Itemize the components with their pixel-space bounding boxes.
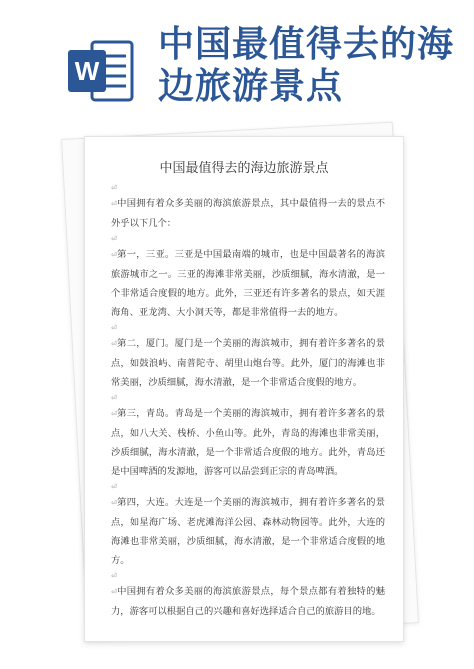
paragraph (111, 194, 385, 233)
paragraph-mark: ⏎ (111, 235, 117, 243)
paragraph-text: 中国拥有着众多美丽的海滨旅游景点，其中最值得一去的景点不外乎以下几个： (111, 198, 385, 229)
paragraph-mark: ⏎ (111, 588, 118, 596)
paragraph-mark: ⏎ (111, 324, 117, 332)
paragraph-text: 中国拥有着众多美丽的海滨旅游景点，每个景点都有着独特的魅力，游客可以根据自己的兴趣和喜好选择适合自己的旅游目的地。 (111, 586, 385, 617)
header (0, 0, 474, 110)
document-preview (64, 120, 410, 640)
paragraph-mark: ⏎ (111, 340, 118, 348)
paragraph-mark: ⏎ (111, 572, 117, 580)
paragraph-mark: ⏎ (111, 200, 118, 208)
document-page (84, 136, 404, 642)
paragraph-mark: ⏎ (111, 483, 117, 491)
page-headline: 中国最值得去的海边旅游景点 (158, 24, 455, 107)
paragraph (111, 245, 385, 322)
paragraph (111, 582, 385, 621)
document-body (85, 182, 403, 621)
paragraph-mark: ⏎ (111, 410, 118, 418)
logo-letter: W (74, 56, 100, 86)
paragraph-mark: ⏎ (111, 251, 118, 259)
paragraph-mark: ⏎ (111, 394, 117, 402)
paragraph-text: 第一，三亚。三亚是中国最南端的城市，也是中国最著名的海滨旅游城市之一。三亚的海滩非常美丽，沙质细腻，海水清澈，是一个非常适合度假的地方。此外，三亚还有许多著名的景点，如天涯海角、亚龙湾、大小洞天等，都是非常值得一去的地方。 (111, 249, 385, 318)
paragraph-mark: ⏎ (111, 184, 117, 192)
paragraph (111, 404, 385, 481)
paragraph-mark: ⏎ (111, 499, 118, 507)
paragraph-text: 第三，青岛。青岛是一个美丽的海滨城市，拥有着许多著名的景点，如八大关、栈桥、小鱼山等。此外，青岛的海滩也非常美丽，沙质细腻，海水清澈，是一个非常适合度假的地方。此外，青岛还是中国啤酒的发源地，游客可以品尝到正宗的青岛啤酒。 (111, 408, 385, 477)
paragraph-text: 第二，厦门。厦门是一个美丽的海滨城市，拥有着许多著名的景点，如鼓浪屿、南普陀寺、胡里山炮台等。此外，厦门的海滩也非常美丽，沙质细腻，海水清澈，是一个非常适合度假的地方。 (111, 338, 385, 388)
paragraph-text: 第四，大连。大连是一个美丽的海滨城市，拥有着许多著名的景点，如星海广场、老虎滩海洋公园、森林动物园等。此外，大连的海滩也非常美丽，沙质细腻，海水清澈，是一个非常适合度假的地方。 (111, 497, 385, 566)
document-title: 中国最值得去的海边旅游景点 (159, 161, 329, 176)
paragraph (111, 334, 385, 392)
paragraph (111, 493, 385, 570)
word-document-icon (66, 36, 136, 106)
